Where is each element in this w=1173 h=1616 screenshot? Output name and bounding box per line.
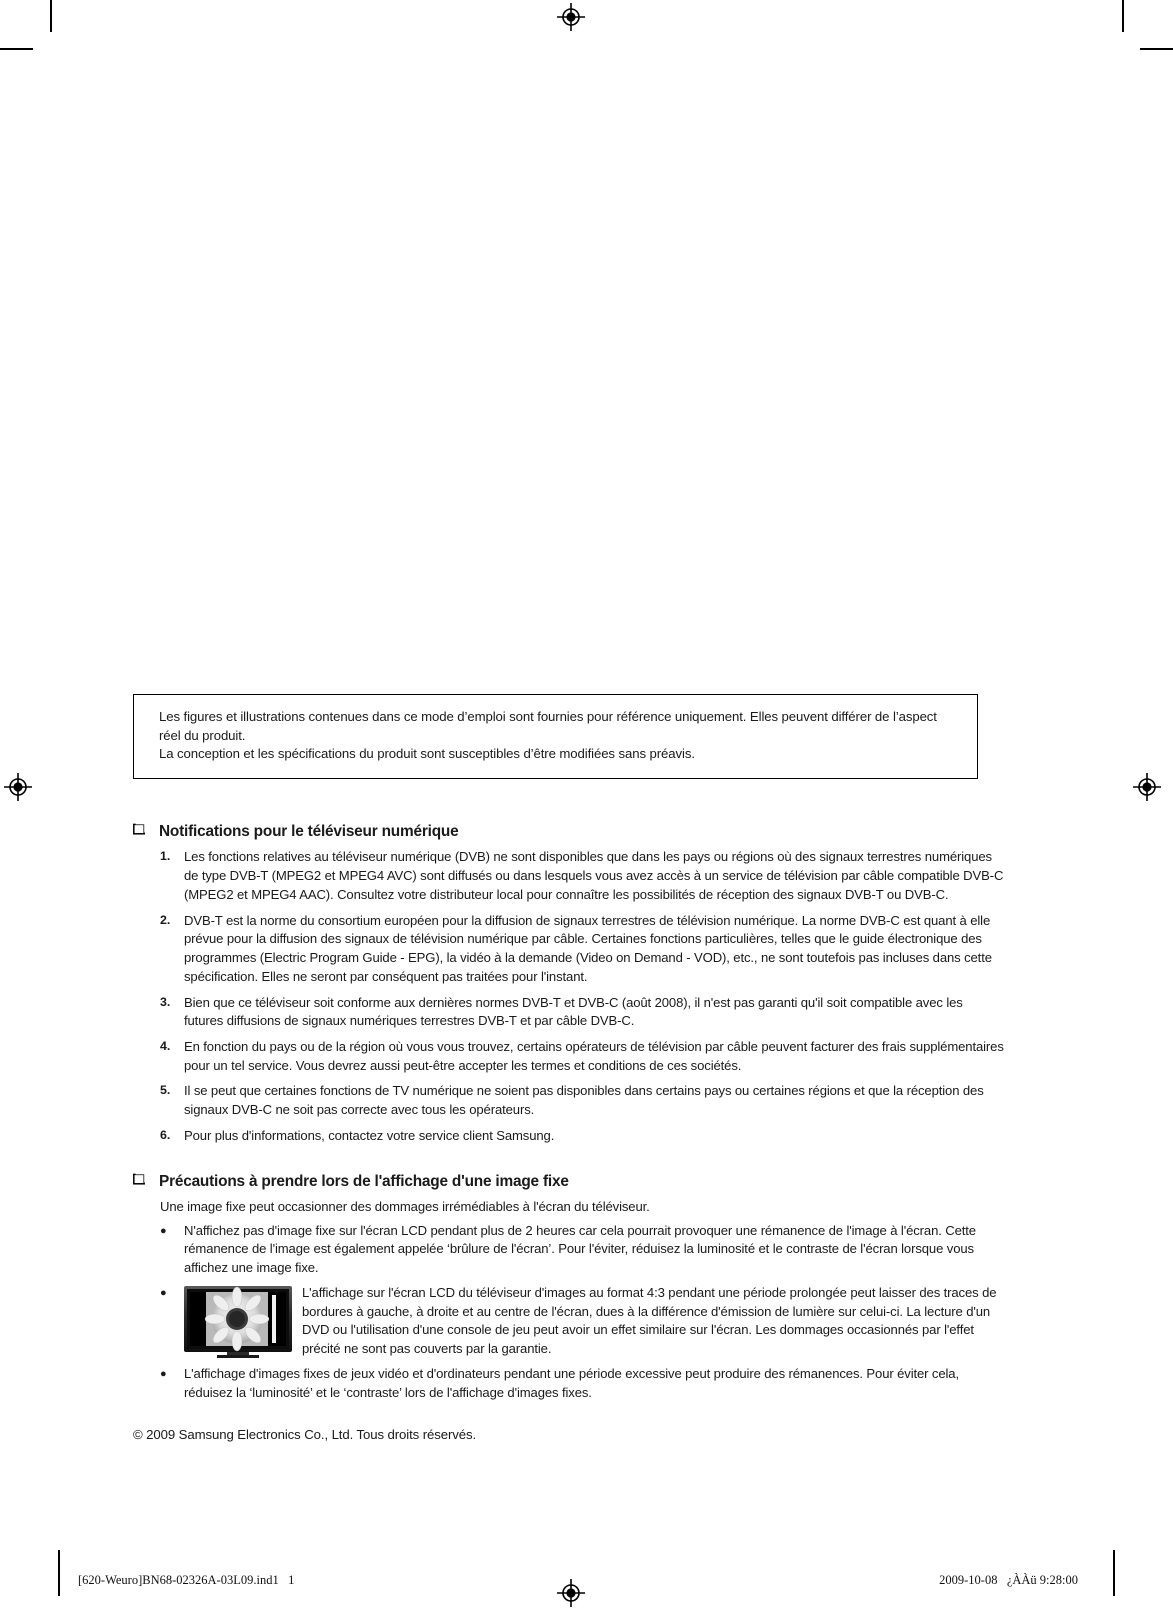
checkbox-square-icon bbox=[133, 1170, 159, 1186]
list-item bbox=[133, 848, 1005, 904]
crop-mark-top-right-horizontal bbox=[1140, 48, 1173, 50]
list-item-number: 3. bbox=[160, 994, 171, 1009]
disclaimer-note-box bbox=[133, 694, 978, 779]
registration-mark-top-center bbox=[556, 2, 586, 32]
list-item-text: L'affichage sur l'écran LCD du téléviseur d'images au format 4:3 pendant une période prolongée peut laisser des traces de bordures à gauche, à droite et au centre de l'écran, dues à la différence d'émission de lumière sur celui-ci. La lecture d'un DVD ou l'utilisation d'une console de jeu peut avoir un effet similaire sur l'écran. Les dommages occasionnés par l'effet précité ne sont pas couverts par la garantie. bbox=[302, 1284, 997, 1357]
list-item bbox=[133, 1038, 1005, 1075]
list-item-text: DVB-T est la norme du consortium européen pour la diffusion de signaux terrestres de télévision numérique. La norme DVB-C est quant à elle prévue pour la diffusion des signaux de télévision numérique par câble. Certaines fonctions particulières, telles que le guide électronique des programmes (Electric Program Guide - EPG), la vidéo à la demande (Video on Demand - VOD), etc., ne sont toutefois pas incluses dans cette spécification. Elles ne seront par conséquent pas traitées pour l'instant. bbox=[184, 912, 992, 984]
dot-bullet-icon: ● bbox=[160, 1224, 167, 1237]
tv-sunflower-4-3-thumbnail bbox=[184, 1286, 292, 1358]
list-item bbox=[133, 912, 1005, 987]
dot-bullet-icon: ● bbox=[160, 1286, 167, 1299]
section-title: Précautions à prendre lors de l'affichage d'une image fixe bbox=[159, 1172, 569, 1190]
list-item-text: Pour plus d'informations, contactez votre service client Samsung. bbox=[184, 1127, 555, 1143]
list-item-text: Les fonctions relatives au téléviseur numérique (DVB) ne sont disponibles que dans les pays ou régions où des signaux terrestres numériques de type DVB-T (MPEG2 et MPEG4 AVC) sont diffusés ou dans lesquels vous avez accès à un service de télévision par câble compatible DVB-C (MPEG2 et MPEG4 AAC). Consultez votre distributeur local pour connaître les possibilités de réception des signaux DVB-T ou DVB-C. bbox=[184, 849, 1004, 902]
crop-mark-top-left-horizontal bbox=[0, 48, 33, 50]
section-heading-digital-tv-notifications bbox=[133, 820, 1005, 841]
list-item-text: N'affichez pas d'image fixe sur l'écran LCD pendant plus de 2 heures car cela pourrait provoquer une rémanence de l'image à l'écran. Cette rémanence de l'image est également appelée ‘brûlure de l'écran’. Pour l'éviter, réduisez la luminosité et le contraste de l'écran lorsque vous affichez une image fixe. bbox=[184, 1222, 976, 1276]
registration-mark-right-middle bbox=[1132, 772, 1162, 802]
list-item bbox=[133, 994, 1005, 1031]
list-item-number: 1. bbox=[160, 849, 171, 864]
crop-mark-top-left-vertical bbox=[50, 0, 52, 32]
copyright-line: © 2009 Samsung Electronics Co., Ltd. Tous droits réservés. bbox=[133, 1427, 477, 1442]
footer-timestamp: 2009-10-08 ¿ÀÀü 9:28:00 bbox=[939, 1573, 1078, 1587]
list-item bbox=[133, 1127, 1005, 1146]
list-item-text: Il se peut que certaines fonctions de TV numérique ne soient pas disponibles dans certains pays ou certaines régions et que la réception des signaux DVB-C ne soit pas correcte avec tous les opérateurs. bbox=[184, 1083, 984, 1118]
footer-file-name: [620-Weuro]BN68-02326A-03L09.ind1 1 bbox=[78, 1573, 295, 1587]
section-lead-text: Une image fixe peut occasionner des dommages irrémédiables à l'écran du téléviseur. bbox=[160, 1199, 650, 1215]
list-item bbox=[133, 1082, 1005, 1119]
list-item-text: En fonction du pays ou de la région où vous vous trouvez, certains opérateurs de télévision par câble peuvent facturer des frais supplémentaires pour un tel service. Vous devrez aussi peut-être accepter les termes et conditions de ces sociétés. bbox=[184, 1038, 1004, 1073]
registration-mark-left-middle bbox=[3, 772, 33, 802]
list-item-number: 2. bbox=[160, 912, 171, 927]
digital-tv-notification-list bbox=[133, 848, 1005, 1145]
disclaimer-line-2: La conception et les spécifications du produit sont susceptibles d’être modifiées sans préavis. bbox=[159, 746, 695, 762]
list-item bbox=[133, 1365, 1005, 1402]
list-item bbox=[133, 1284, 1005, 1359]
footer-rule-left bbox=[58, 1550, 60, 1596]
list-item-number: 6. bbox=[160, 1127, 171, 1142]
list-item-text: Bien que ce téléviseur soit conforme aux dernières normes DVB-T et DVB-C (août 2008), il n'est pas garanti qu'il soit compatible avec les futures diffusions de signaux numériques terrestres DVB-T et par câble DVB-C. bbox=[184, 994, 963, 1029]
footer-rule-right bbox=[1113, 1550, 1115, 1596]
still-image-precautions-list bbox=[133, 1222, 1005, 1402]
dot-bullet-icon: ● bbox=[160, 1367, 167, 1380]
list-item-number: 5. bbox=[160, 1083, 171, 1098]
checkbox-square-icon bbox=[133, 820, 159, 836]
list-item-text: L'affichage d'images fixes de jeux vidéo et d'ordinateurs pendant une période excessive peut produire des rémanences. Pour éviter cela, réduisez la ‘luminosité’ et le ‘contraste’ lors de l'affichage d'images fixes. bbox=[184, 1365, 959, 1400]
section-heading-still-image-precautions bbox=[133, 1170, 1005, 1191]
list-item-number: 4. bbox=[160, 1038, 171, 1053]
section-title: Notifications pour le téléviseur numérique bbox=[159, 823, 459, 840]
main-content bbox=[133, 820, 1005, 1408]
crop-mark-top-right-vertical bbox=[1122, 0, 1124, 32]
registration-mark-bottom-center bbox=[556, 1578, 586, 1608]
disclaimer-line-1: Les figures et illustrations contenues dans ce mode d’emploi sont fournies pour référence uniquement. Elles peuvent différer de l’aspect réel du produit. bbox=[159, 709, 937, 743]
list-item bbox=[133, 1222, 1005, 1278]
